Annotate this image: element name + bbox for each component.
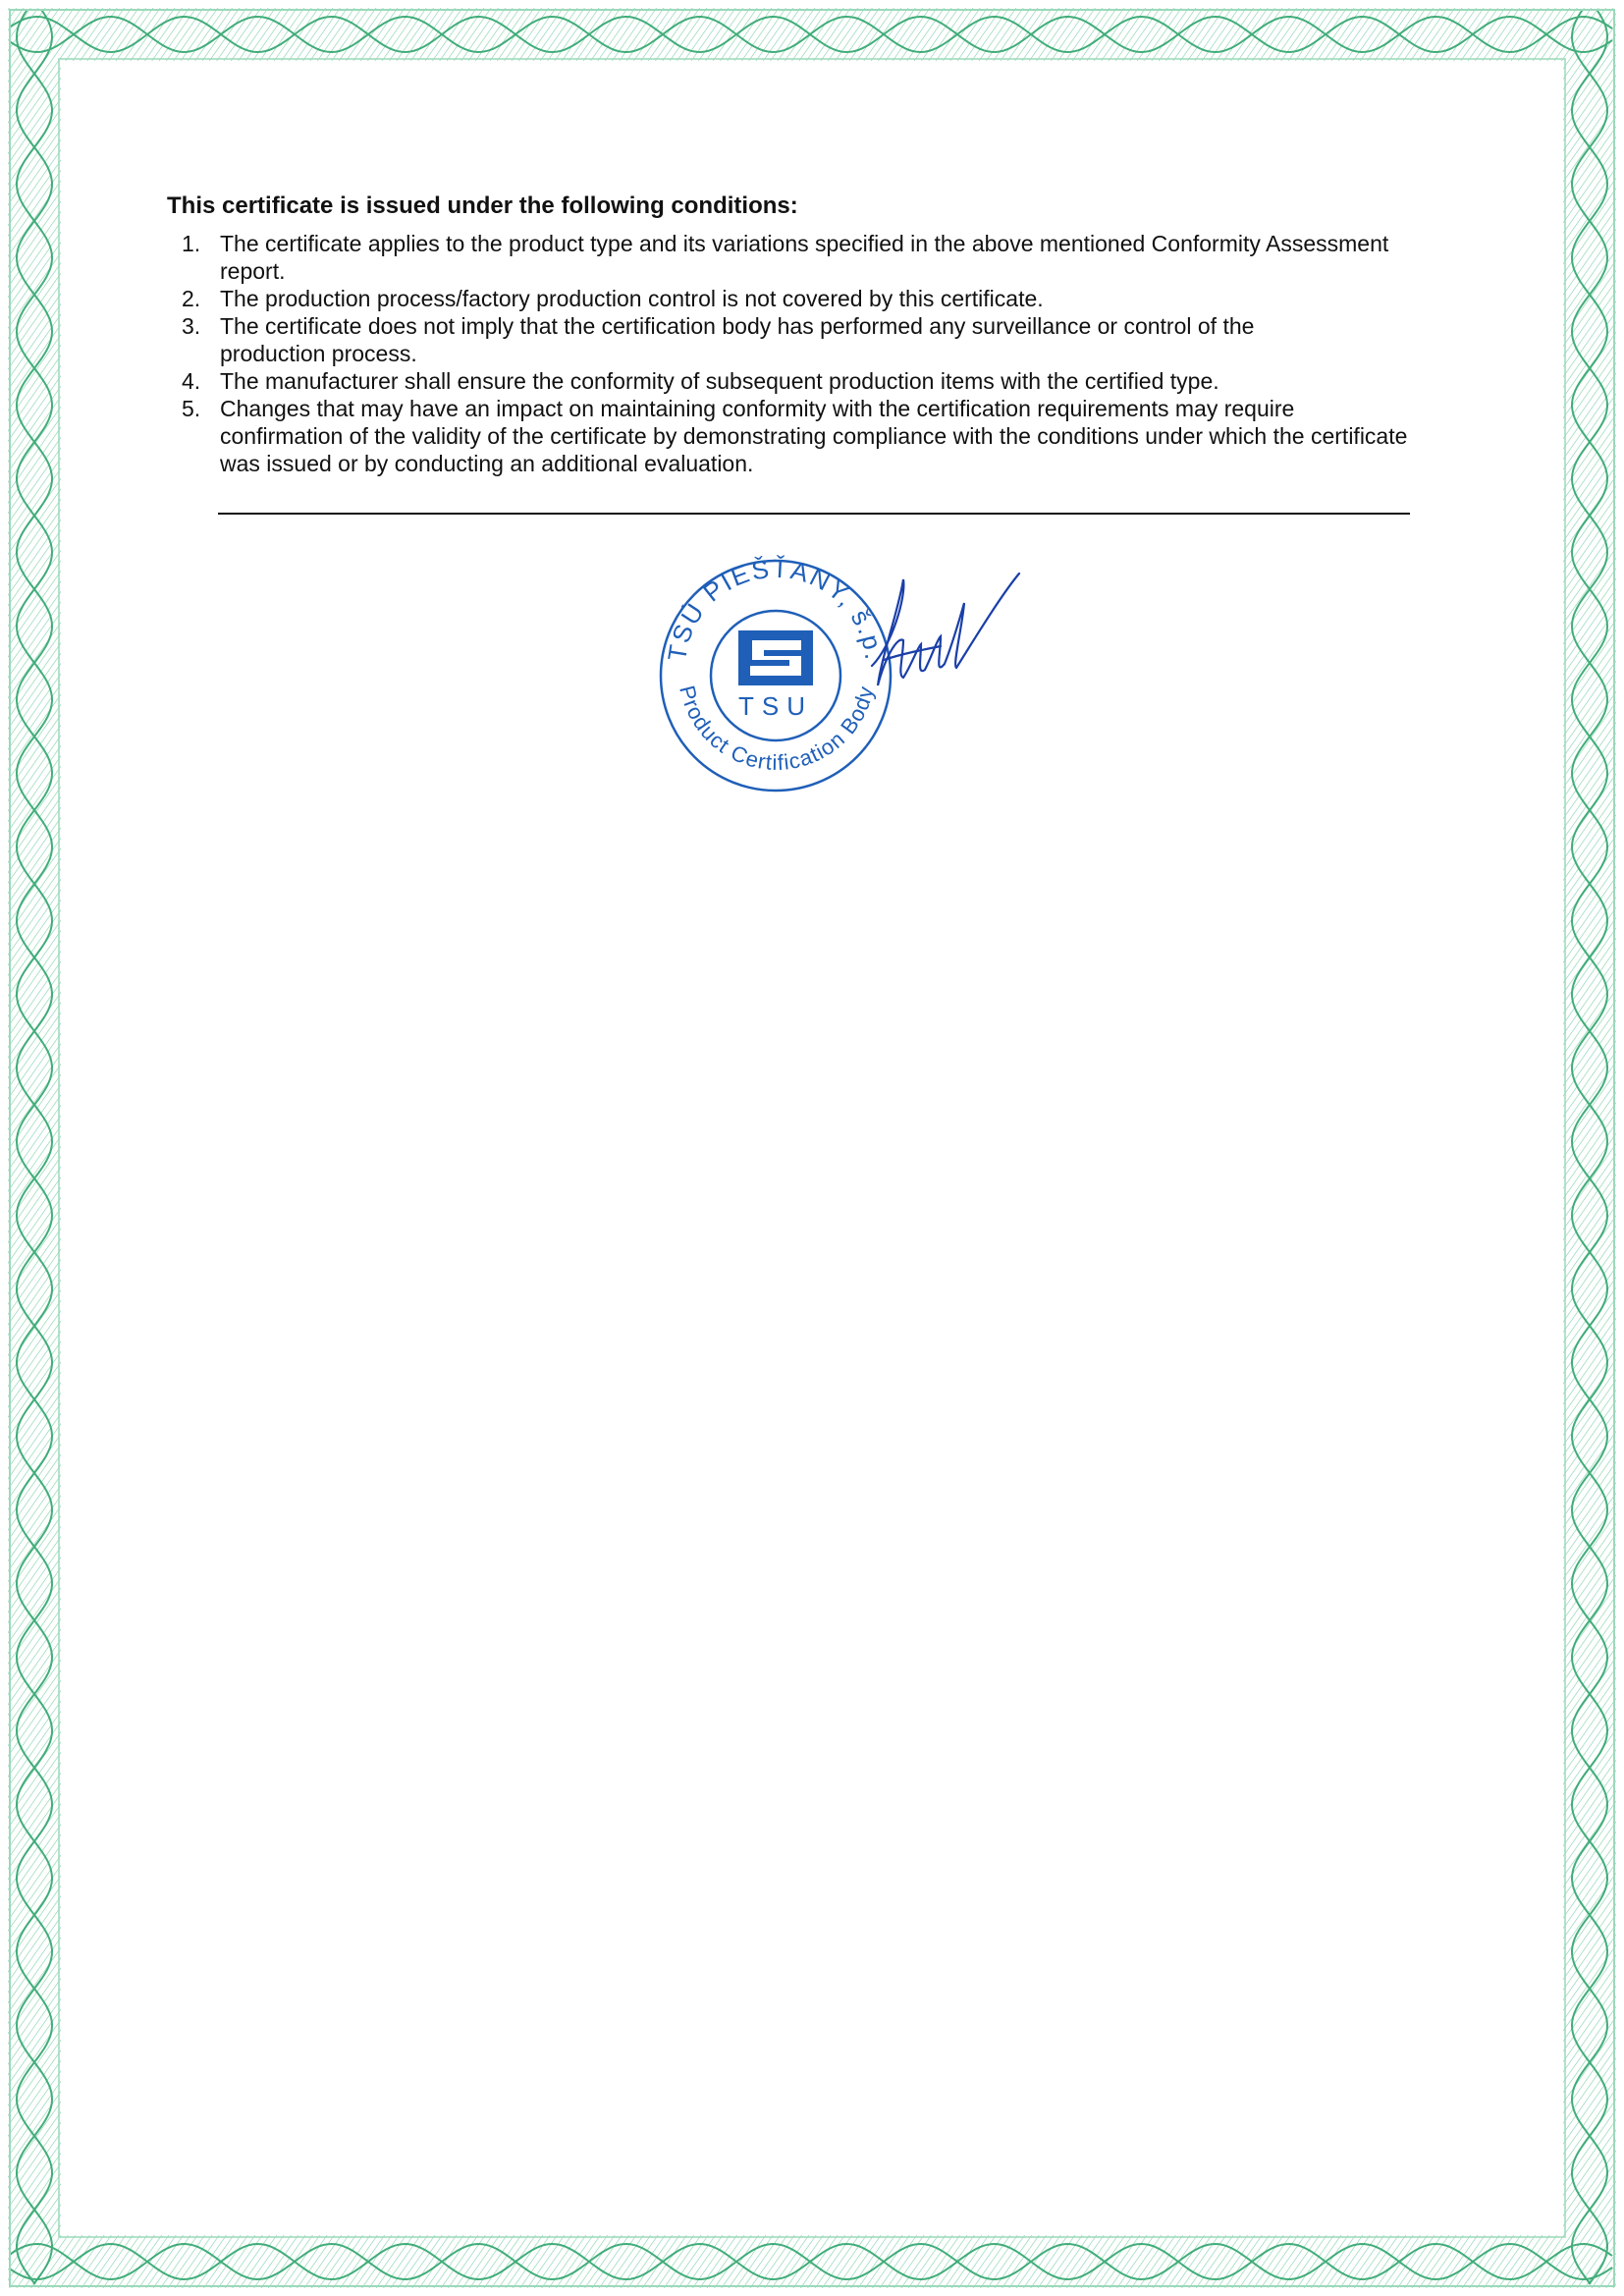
- signature-icon: [872, 574, 1019, 685]
- stamp-top-text: TSÚ PIEŠŤANY, š.p.: [662, 553, 890, 664]
- tsu-logo-icon: [738, 630, 813, 685]
- condition-item: [167, 285, 1424, 312]
- condition-number: 3.: [182, 313, 201, 339]
- condition-text: The certificate does not imply that the certification body has performed any surveillance or control of the production process.: [220, 313, 1255, 366]
- condition-number: 5.: [182, 396, 201, 421]
- certification-stamp: [661, 554, 891, 791]
- condition-text: The manufacturer shall ensure the conformity of subsequent production items with the certified type.: [220, 368, 1219, 394]
- conditions-list: [167, 230, 1424, 477]
- condition-number: 2.: [182, 286, 201, 311]
- stamp-and-signature: [646, 538, 1078, 793]
- condition-text: The certificate applies to the product type and its variations specified in the above mentioned Conformity Assessment report.: [220, 231, 1389, 284]
- stamp-bottom-text: Product Certification Body: [675, 683, 879, 775]
- condition-text: Changes that may have an impact on maintaining conformity with the certification requirements may require confirmation of the validity of the certificate by demonstrating compliance with the conditions under which the certificate was issued or by conducting an additional evaluation.: [220, 396, 1408, 476]
- condition-text: The production process/factory production control is not covered by this certificate.: [220, 286, 1044, 311]
- stamp-logo-text: TSU: [738, 691, 813, 721]
- conditions-heading: This certificate is issued under the following conditions:: [167, 192, 798, 219]
- condition-item: [167, 230, 1424, 285]
- divider-line: [218, 513, 1410, 515]
- condition-item: [167, 395, 1424, 477]
- condition-number: 4.: [182, 368, 201, 394]
- condition-number: 1.: [182, 231, 201, 256]
- conditions-section: [167, 192, 1424, 477]
- condition-item: [167, 312, 1424, 367]
- condition-item: [167, 367, 1424, 395]
